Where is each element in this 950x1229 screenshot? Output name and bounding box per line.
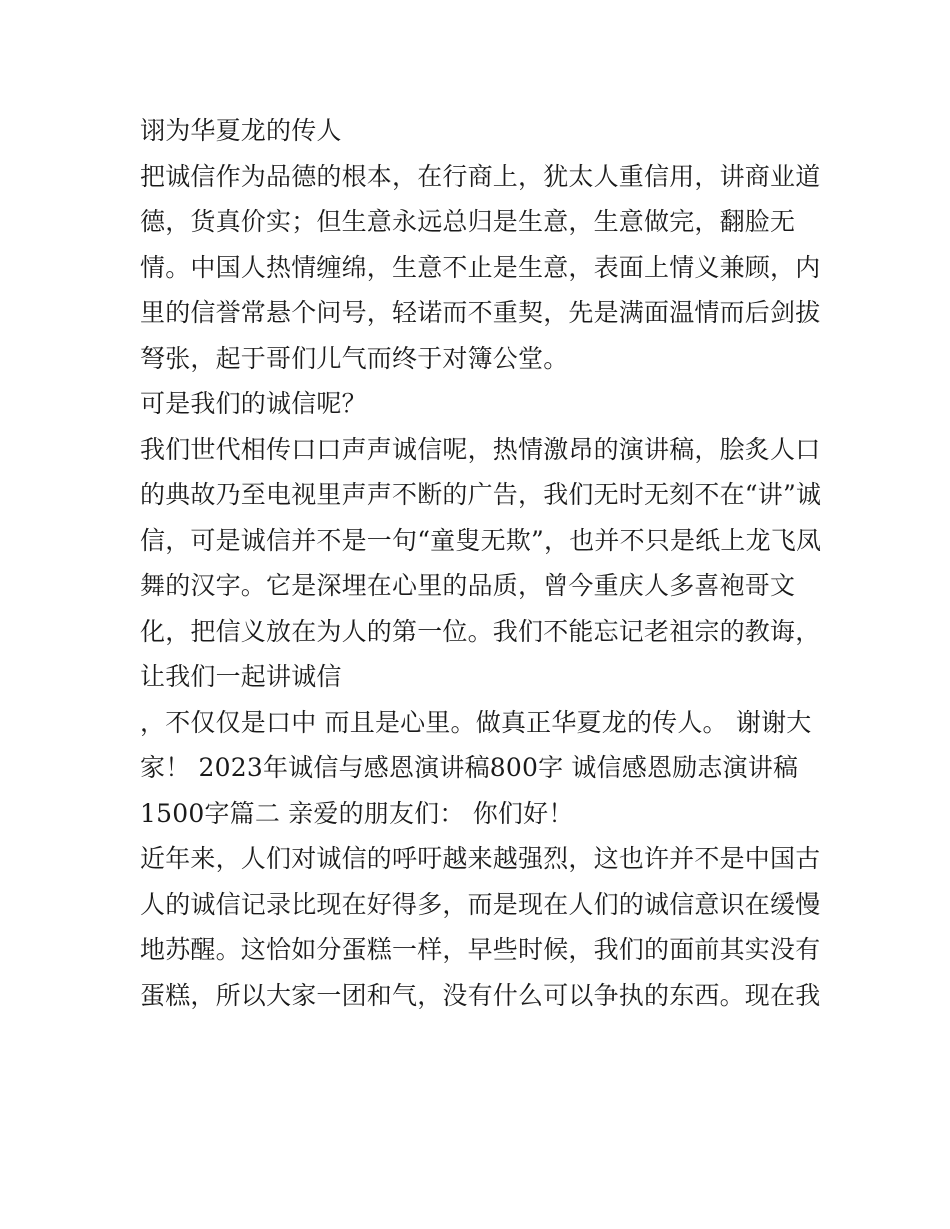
text-line: 信，可是诚信并不是一句“童叟无欺”，也并不只是纸上龙飞凤 <box>140 525 822 555</box>
text-line: 舞的汉字。它是深埋在心里的品质，曾今重庆人多喜袍哥文 <box>140 571 796 600</box>
text-line: 1500字篇二 亲爱的朋友们： 你们好！ <box>140 798 574 828</box>
text-line: 让我们一起讲诚信 <box>140 662 342 691</box>
text-line: 地苏醒。这恰如分蛋糕一样，早些时候，我们的面前其实没有 <box>140 935 821 964</box>
text-line: 我们世代相传口口声声诚信呢，热情激昂的演讲稿，脍炙人口 <box>140 434 821 464</box>
text-line: 近年来，人们对诚信的呼吁越来越强烈，这也许并不是中国古 <box>140 844 821 873</box>
text-line: 可是我们的诚信呢？ <box>140 389 367 418</box>
text-line: 诩为华夏龙的传人 <box>140 116 342 145</box>
text-line: 把诚信作为品德的根本，在行商上，犹太人重信用，讲商业道 <box>140 161 821 191</box>
text-line: 蛋糕，所以大家一团和气，没有什么可以争执的东西。现在我 <box>140 980 821 1010</box>
text-line: 家！ 2023年诚信与感恩演讲稿800字 诚信感恩励志演讲稿 <box>140 753 799 782</box>
text-line: 情。中国人热情缠绵，生意不止是生意，表面上情义兼顾，内 <box>140 252 821 282</box>
text-line: 化，把信义放在为人的第一位。我们不能忘记老祖宗的教诲， <box>140 616 821 646</box>
text-line: 弩张，起于哥们儿气而终于对簿公堂。 <box>140 343 569 373</box>
text-line: ，不仅仅是口中 而且是心里。做真正华夏龙的传人。 谢谢大 <box>140 707 812 737</box>
text-line: 的典故乃至电视里声声不断的广告，我们无时无刻不在“讲”诚 <box>140 480 822 509</box>
text-line: 德，货真价实；但生意永远总归是生意，生意做完，翻脸无 <box>140 207 796 236</box>
text-line: 里的信誉常悬个问号，轻诺而不重契，先是满面温情而后剑拔 <box>140 298 821 327</box>
document-body <box>140 108 830 1018</box>
text-line: 人的诚信记录比现在好得多，而是现在人们的诚信意识在缓慢 <box>140 889 821 919</box>
